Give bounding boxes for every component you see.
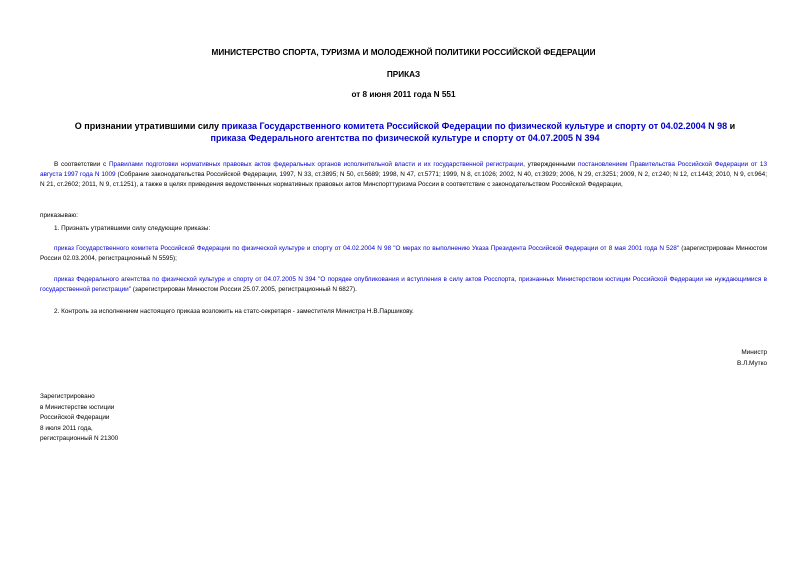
link-order-394[interactable]: приказ Федерального агентства по физической культуре и спорту от 04.07.2005 N 394 "О порядке опубликования и вступления в силу актов Росспорта, признанных Министерством юстиции Российской Федерации не нуждающимися в государственной регистрации" [40,276,767,293]
item-1: 1. Признать утратившими силу следующие приказы: [54,225,211,232]
registration-line-5: регистрационный N 21300 [40,435,119,442]
signature-name: В.Л.Мутко [737,359,767,367]
preamble-text-3: (Собрание законодательства Российской Федерации, 1997, N 33, ст.3895; N 50, ст.5689; 1998, N 47, ст.5771; 1999, N 8, ст.1026; 2002, N 40, ст.3929; 2006, N 29, ст.3251; 2009, N 2, ст.240; N 12, ст.1443; 2010, N 9, ст.964; N 21, ст.2602; 2011, N 9, ст.1251), а также в целях приведения ведомственных нормативных правовых актов Минспорттуризма России в соответствие с законодательством Российской Федерации, [40,171,767,188]
preamble-text-1: В соответствии с [54,161,109,168]
preamble-paragraph [40,160,767,190]
title-prefix: О признании утратившими силу [74,121,222,131]
signature-position: Министр [741,349,767,356]
date-number-heading: от 8 июня 2011 года N 551 [351,90,456,99]
preamble-link-rules[interactable]: Правилами подготовки нормативных правовых актов федеральных органов исполнительной власти и их государственной регистрации [108,161,524,168]
title-link-order-98[interactable]: приказа Государственного комитета Российской Федерации по физической культуре и спорту от 04.02.2004 N 98 [221,121,728,131]
order-word: приказываю: [40,212,78,219]
sub-item-order-98-rest: (зарегистрирован Минюстом России 02.03.2004, регистрационный N 5595); [40,245,767,262]
item-2: 2. Контроль за исполнением настоящего приказа возложить на статс-секретаря - заместителя Министра Н.В.Паршикову. [54,308,414,315]
registration-line-2: в Министерстве юстиции [40,403,115,411]
link-order-98[interactable]: приказ Государственного комитета Российской Федерации по физической культуре и спорту от 04.02.2004 N 98 "О мерах по выполнению Указа Президента Российской Федерации от 8 мая 2001 года N 528" [54,245,680,252]
registration-line-4: 8 июля 2011 года, [40,424,93,432]
doc-type-heading: ПРИКАЗ [386,70,421,79]
document-title [60,120,750,144]
preamble-text-2: , утвержденными [523,161,579,168]
ministry-heading: МИНИСТЕРСТВО СПОРТА, ТУРИЗМА И МОЛОДЕЖНОЙ ПОЛИТИКИ РОССИЙСКОЙ ФЕДЕРАЦИИ [211,48,596,57]
title-middle: и [727,121,736,131]
sub-item-order-394-rest: (зарегистрирован Минюстом России 25.07.2005, регистрационный N 6827). [131,286,357,293]
title-link-order-394[interactable]: приказа Федерального агентства по физической культуре и спорту от 04.07.2005 N 394 [210,133,600,143]
signature-block [737,348,767,369]
registration-line-3: Российской Федерации [40,414,110,421]
preamble-link-decree[interactable]: постановлением Правительства Российской Федерации от 13 августа 1997 года N 1009 [40,161,768,178]
sub-item-order-394 [40,275,767,295]
registration-line-1: Зарегистрировано [40,393,95,400]
registration-block [40,392,118,445]
sub-item-order-98 [40,244,767,264]
